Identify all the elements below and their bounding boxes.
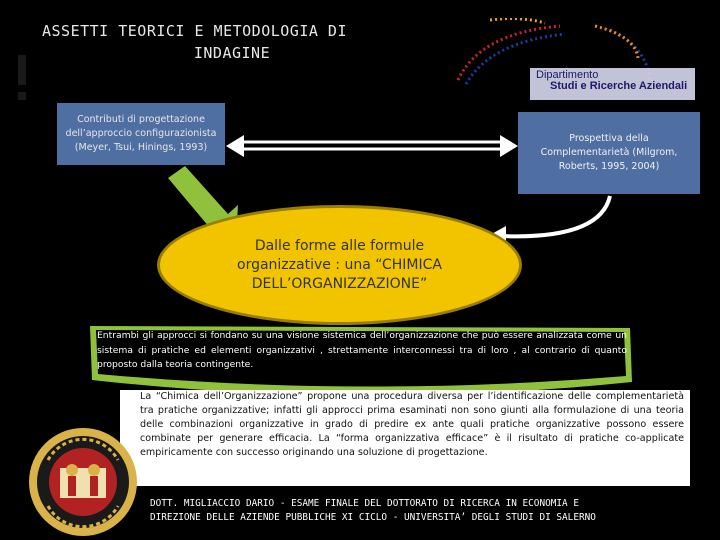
footer [150, 497, 690, 525]
footer-line-1: DOTT. MIGLIACCIO DARIO - ESAME FINALE DEL DOTTORATO DI RICERCA IN ECONOMIA E [150, 498, 579, 509]
right-box-line-3: Roberts, 1995, 2004) [558, 161, 660, 172]
university-seal-icon [28, 420, 138, 540]
logo-line-2: Studi e Ricerche Aziendali [550, 80, 688, 92]
center-concept-oval [157, 205, 522, 325]
conclusion-box [120, 390, 690, 486]
left-box-line-1: Contributi di progettazione [77, 114, 205, 125]
right-box-line-1: Prospettiva della [569, 133, 649, 144]
double-arrow-icon [226, 135, 518, 157]
left-box-line-2: dell’approccio configurazionista [65, 128, 217, 139]
oval-line-1: Dalle forme alle formule [254, 237, 425, 254]
right-box-line-2: Complementarietà (Milgrom, [540, 147, 678, 158]
conclusion-text: La “Chimica dell’Organizzazione” propone una procedura diversa per l’identificazione delle complementarietà tra pratiche organizzative; infatti gli approcci prima esaminati non sono giunti alla formulazione di una teoria delle combinazioni organizzative in grado di predire ex ante quali pratiche organizzative possono essere combinate per generare efficacia. La “forma organizzativa efficace” è il risultato di pratiche co-applicate empiricamente con successo originando una soluzione di progettazione. [140, 391, 684, 458]
title-line-2: INDAGINE [193, 44, 271, 62]
title-line-1: ASSETTI TEORICI E METODOLOGIA DI [42, 22, 347, 40]
left-box-line-3: (Meyer, Tsui, Hinings, 1993) [74, 142, 208, 153]
oval-line-3: DELL’ORGANIZZAZIONE” [251, 275, 428, 292]
body-paragraph: Entrambi gli approcci si fondano su una visione sistemica dell’organizzazione che può essere analizzata come un sistema di pratiche ed elementi organizzativi , strettamente interconnessi tra di loro , al contrario di quanto proposto dalla teoria contingente. [97, 330, 627, 370]
right-curved-arrow-icon [488, 196, 610, 246]
logo-line-1: Dipartimento [536, 69, 599, 81]
footer-line-2: DIREZIONE DELLE AZIENDE PUBBLICHE XI CICLO - UNIVERSITA’ DEGLI STUDI DI SALERNO [150, 512, 596, 523]
oval-line-2: organizzative : una “CHIMICA [237, 256, 442, 273]
